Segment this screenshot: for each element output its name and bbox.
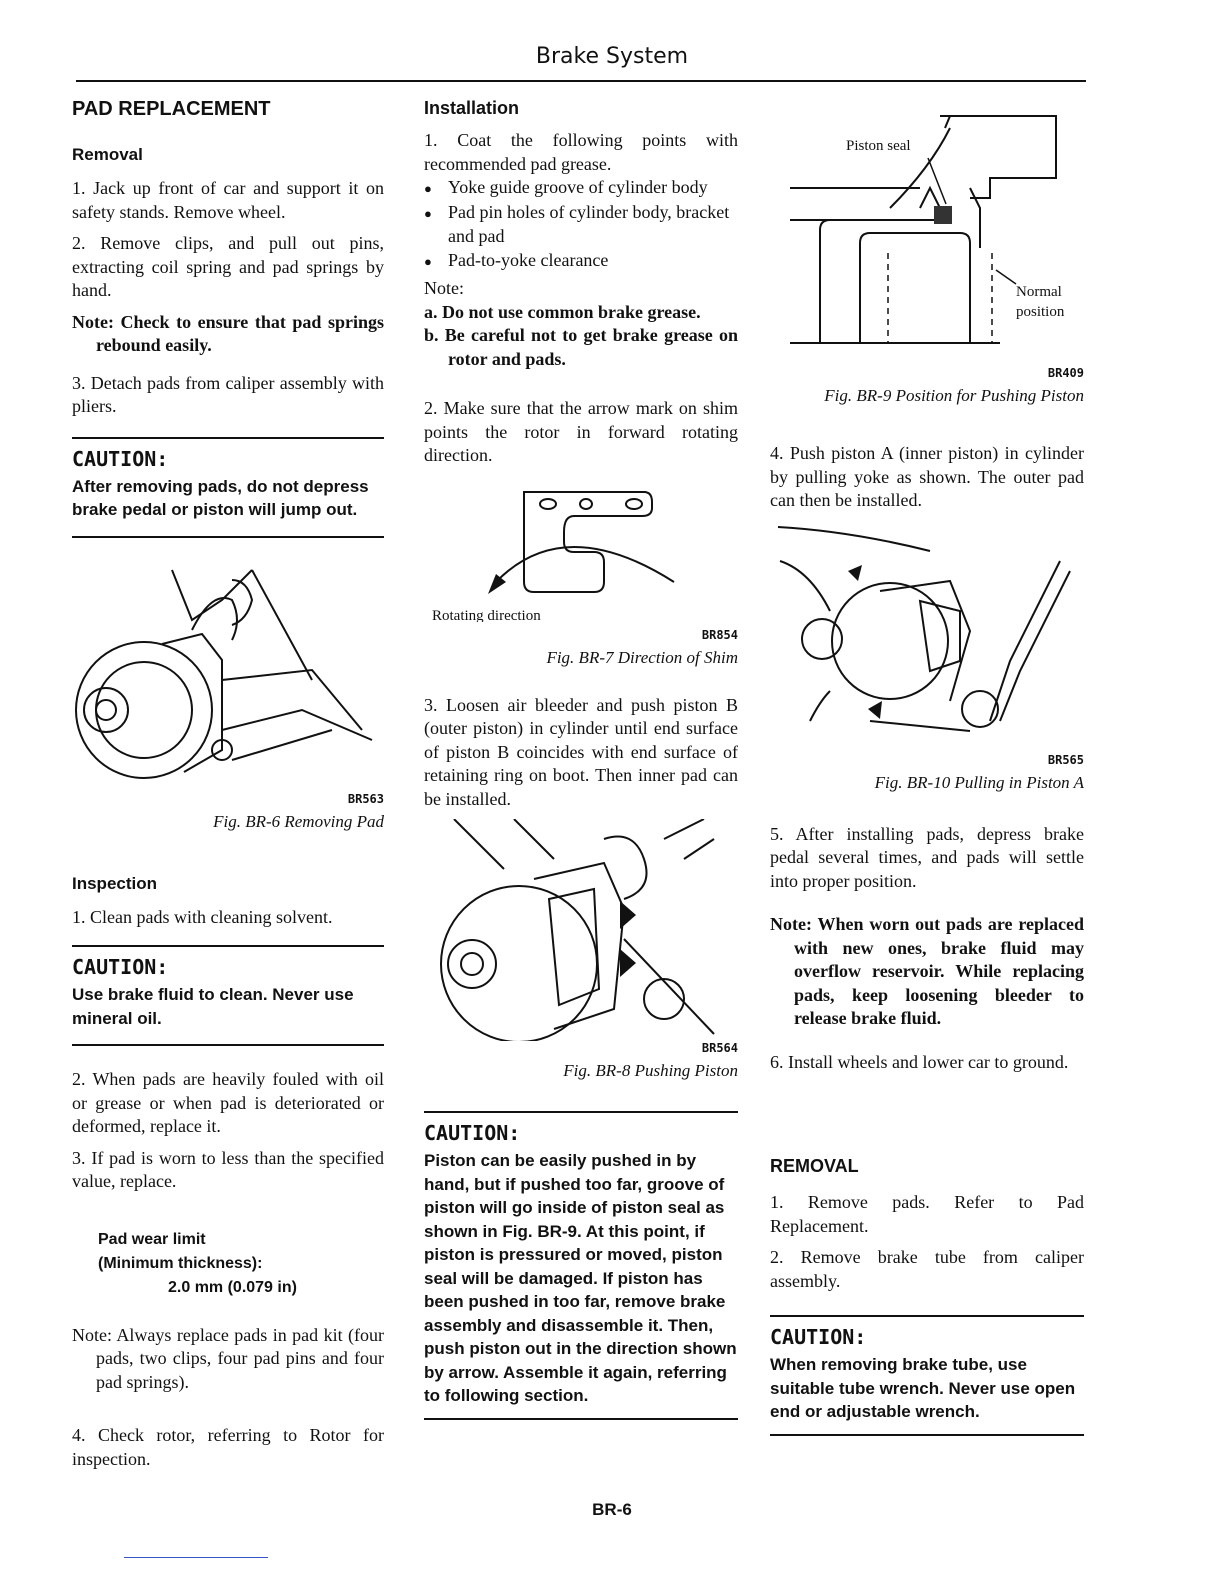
header-rule xyxy=(76,80,1086,82)
pulling-piston-illustration xyxy=(770,521,1084,753)
page-number: BR-6 xyxy=(592,1500,632,1519)
figure-code: BR563 xyxy=(347,791,384,806)
figure-code: BR565 xyxy=(1047,752,1084,767)
subsection-title-inspection: Inspection xyxy=(72,873,158,893)
pad-wear-limit-spec xyxy=(72,1228,384,1300)
figure-br10 xyxy=(770,521,1084,793)
figure-caption: Fig. BR-9 Position for Pushing Piston xyxy=(824,386,1084,405)
caution-title: CAUTION: xyxy=(770,1325,867,1349)
subsection-title-removal: Removal xyxy=(72,145,143,164)
spec-sublabel: (Minimum thickness): xyxy=(98,1254,263,1272)
figure-br6 xyxy=(72,560,384,832)
note-b: b. Be careful not to get brake grease on rotor and pads. xyxy=(424,325,738,369)
grease-points-list xyxy=(424,176,738,273)
inspection-step-4: 4. Check rotor, referring to Rotor for inspection. xyxy=(72,1425,384,1469)
installation-step-1: 1. Coat the following points with recommended pad grease. xyxy=(424,130,738,174)
removal-step-2: 2. Remove clips, and pull out pins, extracting coil spring and pad springs by hand. xyxy=(72,233,384,300)
scan-artifact-line xyxy=(124,1557,268,1558)
figure-caption: Fig. BR-6 Removing Pad xyxy=(213,811,384,831)
installation-step-4: 4. Push piston A (inner piston) in cylinder by pulling yoke as shown. The outer pad can then be installed. xyxy=(770,443,1084,510)
figure-code: BR564 xyxy=(701,1041,738,1055)
caution-box-4 xyxy=(770,1315,1084,1436)
removal-step-2: 2. Remove brake tube from caliper assembly. xyxy=(770,1247,1084,1291)
shim-direction-illustration xyxy=(424,482,738,622)
piston-seal-position-illustration xyxy=(770,108,1084,348)
installation-step-2: 2. Make sure that the arrow mark on shim points the rotor in forward rotating direction. xyxy=(424,398,738,465)
caution-box-2 xyxy=(72,945,384,1046)
page-header-title: Brake System xyxy=(535,44,689,69)
caution-box-3 xyxy=(424,1111,738,1420)
figure-code: BR854 xyxy=(701,627,738,642)
caution-body: Use brake fluid to clean. Never use mineral oil. xyxy=(72,985,354,1028)
removal-note: Note: Check to ensure that pad springs rebound easily. xyxy=(72,311,384,355)
figure-caption: Fig. BR-10 Pulling in Piston A xyxy=(874,772,1084,792)
rotating-direction-label: Rotating direction xyxy=(432,607,541,622)
list-item: ● Pad pin holes of cylinder body, bracket and pad xyxy=(424,201,738,249)
column-left xyxy=(72,98,384,1479)
column-middle xyxy=(424,98,738,1442)
figure-br9 xyxy=(770,108,1084,406)
normal-label: Normal xyxy=(1016,284,1062,300)
position-label: position xyxy=(1016,304,1065,320)
note-a: a. Do not use common brake grease. xyxy=(424,301,701,322)
installation-step-6: 6. Install wheels and lower car to ground. xyxy=(770,1051,1069,1072)
list-item: ● Pad-to-yoke clearance xyxy=(424,249,738,274)
removal-step-1: 1. Jack up front of car and support it on safety stands. Remove wheel. xyxy=(72,178,384,222)
caution-title: CAUTION: xyxy=(424,1121,521,1145)
removing-pad-illustration xyxy=(72,560,384,792)
figure-code: BR409 xyxy=(1047,366,1084,380)
inspection-step-1: 1. Clean pads with cleaning solvent. xyxy=(72,906,333,927)
section-title-removal: REMOVAL xyxy=(770,1156,859,1176)
section-title-pad-replacement: PAD REPLACEMENT xyxy=(72,98,271,120)
caution-title: CAUTION: xyxy=(72,955,169,979)
inspection-step-2: 2. When pads are heavily fouled with oil or grease or when pad is deteriorated or deformed, replace it. xyxy=(72,1069,384,1136)
caution-box-1 xyxy=(72,437,384,538)
figure-caption: Fig. BR-8 Pushing Piston xyxy=(563,1061,738,1080)
caution-body: After removing pads, do not depress brake pedal or piston will jump out. xyxy=(72,476,369,519)
piston-seal-label: Piston seal xyxy=(846,138,911,154)
pushing-piston-illustration xyxy=(424,819,738,1041)
installation-note: Note: When worn out pads are replaced with new ones, brake fluid may overflow reservoir. While replacing pads, keep loosening bleeder to release brake fluid. xyxy=(770,914,1084,1028)
caution-title: CAUTION: xyxy=(72,446,169,471)
inspection-note: Note: Always replace pads in pad kit (four pads, two clips, four pad pins and four pad springs). xyxy=(72,1324,384,1392)
subsection-title-installation: Installation xyxy=(424,98,520,118)
spec-value: 2.0 mm (0.079 in) xyxy=(168,1278,297,1296)
caution-body: Piston can be easily pushed in by hand, but if pushed too far, groove of piston will go inside of piston seal as shown in Fig. BR-9. At this point, if piston is pressured or moved, piston seal will be damaged. If piston has been pushed in too far, remove brake assembly and disassemble it. Then, push piston out in the direction shown by arrow. Assemble it again, referring to following section. xyxy=(424,1151,737,1405)
figure-caption: Fig. BR-7 Direction of Shim xyxy=(546,647,738,667)
removal-step-3: 3. Detach pads from caliper assembly with pliers. xyxy=(72,372,384,416)
list-item: ● Yoke guide groove of cylinder body xyxy=(424,176,738,201)
removal-step-1: 1. Remove pads. Refer to Pad Replacement. xyxy=(770,1192,1084,1236)
column-right xyxy=(770,108,1084,1458)
figure-br8 xyxy=(424,819,738,1081)
inspection-step-3: 3. If pad is worn to less than the specified value, replace. xyxy=(72,1147,384,1191)
installation-step-5: 5. After installing pads, depress brake pedal several times, and pads will settle into proper position. xyxy=(770,823,1084,891)
spec-label: Pad wear limit xyxy=(98,1230,206,1248)
installation-step-3: 3. Loosen air bleeder and push piston B (outer piston) in cylinder until end surface of piston B coincides with end surface of retaining ring on boot. Then inner pad can be installed. xyxy=(424,694,738,809)
figure-br7 xyxy=(424,482,738,668)
caution-body: When removing brake tube, use suitable tube wrench. Never use open end or adjustable wrench. xyxy=(770,1355,1076,1421)
note-label: Note: xyxy=(424,278,464,298)
